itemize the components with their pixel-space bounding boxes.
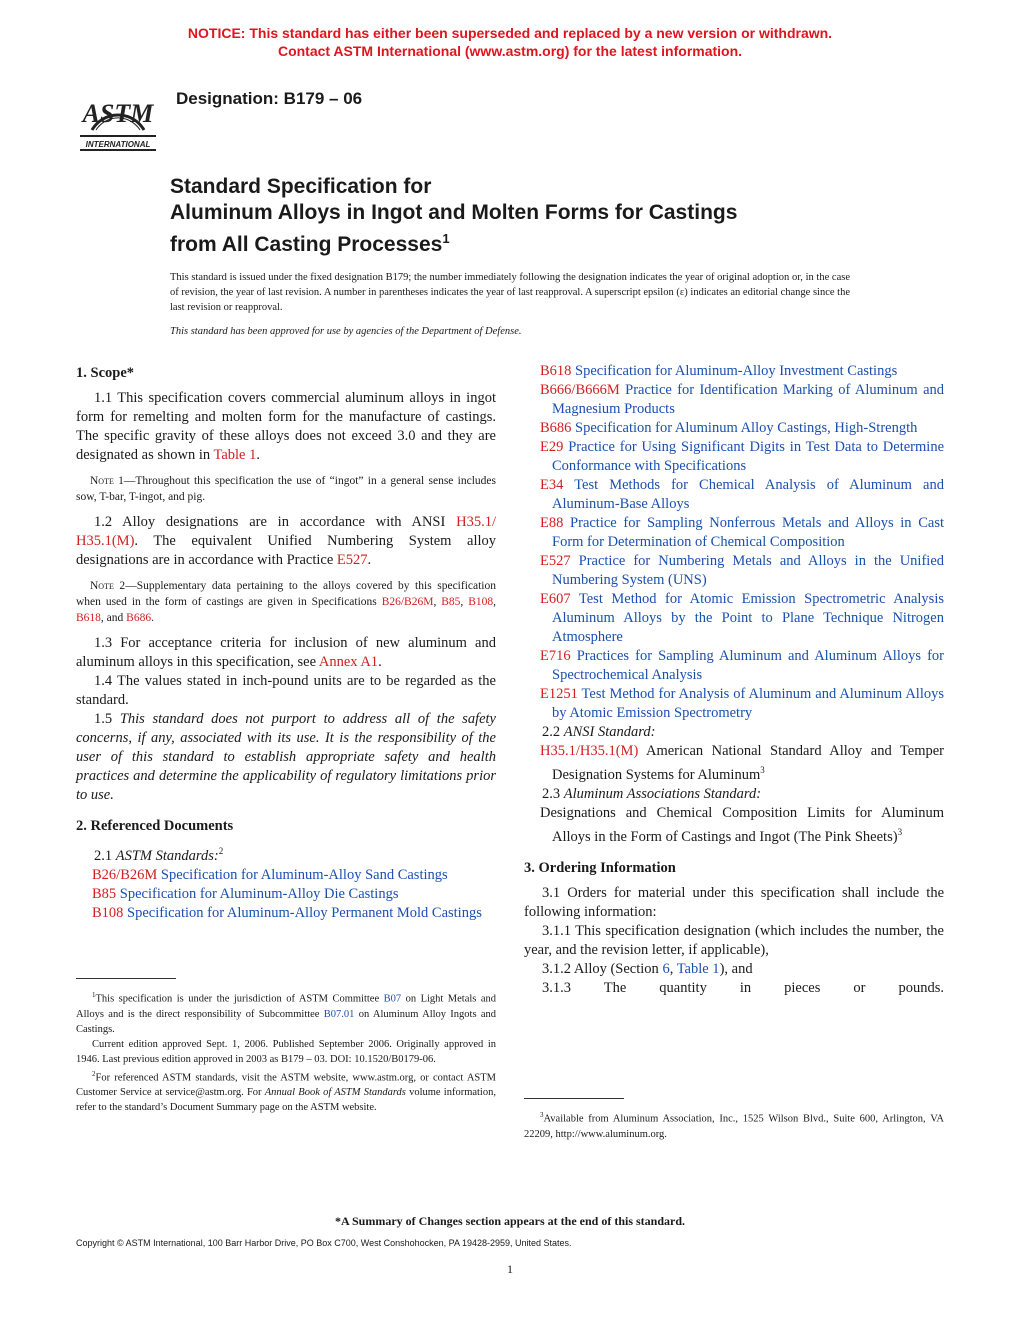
section-2-3: 2.3 Aluminum Associations Standard: xyxy=(542,785,762,802)
document-title xyxy=(170,174,930,258)
section-6-link[interactable]: 6 xyxy=(662,960,670,977)
notice-line-2: Contact ASTM International (www.astm.org) for the latest information. xyxy=(277,43,743,59)
section-3-1-2: 3.1.2 Alloy (Section 6, Table 1), and xyxy=(542,960,753,977)
title-line-2: Aluminum Alloys in Ingot and Molten Forms for Castings xyxy=(170,201,738,224)
e527-link[interactable]: E527 xyxy=(336,552,368,568)
b618-link[interactable]: B618 xyxy=(76,612,101,624)
title-line-1: Standard Specification for xyxy=(170,175,432,198)
annex-a1-link[interactable]: Annex A1 xyxy=(318,654,379,670)
footnotes-right xyxy=(524,1108,944,1142)
ordering-information-heading: 3. Ordering Information xyxy=(524,859,676,876)
b07-01-link[interactable]: B07.01 xyxy=(323,1008,355,1020)
ref-item[interactable]: E29 Practice for Using Significant Digits in Test Data to Determine Conformance with Specifications xyxy=(540,439,945,474)
section-3-1: 3.1 Orders for material under this specification shall include the following information: xyxy=(524,884,944,920)
left-column xyxy=(76,364,496,923)
dod-approval: This standard has been approved for use by agencies of the Department of Defense. xyxy=(170,326,522,337)
ref-item[interactable]: B26/B26M Specification for Aluminum-Alloy Sand Castings xyxy=(92,866,448,883)
b26-link[interactable]: B26/B26M xyxy=(381,596,434,608)
note-2: Note 2—Supplementary data pertaining to the alloys covered by this specification when used in the form of castings are given in Specifications B26/B26M, B85, B108, B618, and B686. xyxy=(76,580,497,624)
table-1-link-2[interactable]: Table 1 xyxy=(676,960,720,977)
section-3-1-3: 3.1.3 The quantity in pieces or pounds. xyxy=(542,979,944,996)
section-1-4: 1.4 The values stated in inch-pound units are to be regarded as the standard. xyxy=(76,673,496,708)
ref-item[interactable]: E527 Practice for Numbering Metals and Alloys in the Unified Numbering System (UNS) xyxy=(540,553,945,588)
ref-item[interactable]: E716 Practices for Sampling Aluminum and Aluminum Alloys for Spectrochemical Analysis xyxy=(540,648,945,683)
section-1-5: 1.5 This standard does not purport to address all of the safety concerns, if any, associated with its use. It is the responsibility of the user of this standard to establish appropriate safety and health practices and determine the applicability of regulatory limitations prior to use. xyxy=(76,711,496,803)
b108-link[interactable]: B108 xyxy=(468,596,494,608)
b07-link[interactable]: B07 xyxy=(383,993,402,1005)
table-1-link[interactable]: Table 1 xyxy=(213,447,257,463)
section-1-2: 1.2 Alloy designations are in accordance with ANSI H35.1/ H35.1(M). The equivalent Unified Numbering System alloy designations are in accordance with Practice E527. xyxy=(76,514,496,568)
ref-item[interactable]: B108 Specification for Aluminum-Alloy Permanent Mold Castings xyxy=(92,904,482,921)
footnote-2: $^2$For referenced ASTM standards, visit the ASTM website, www.astm.org, or contact ASTM Customer Service at service@astm.org. For Annual Book of ASTM Standards volume information, refer to the standard’s Document Summary page on the ASTM website. xyxy=(76,1069,496,1113)
section-3-1-1: 3.1.1 This specification designation (which includes the number, the year, and the revision letter, if applicable), xyxy=(524,922,944,958)
ref-item[interactable]: B686 Specification for Aluminum Alloy Castings, High-Strength xyxy=(540,420,918,436)
ref-item[interactable]: B85 Specification for Aluminum-Alloy Die Castings xyxy=(92,885,399,902)
designation: Designation: B179 – 06 xyxy=(176,89,363,108)
ref-item[interactable]: E607 Test Method for Atomic Emission Spectrometric Analysis Aluminum Alloys by the Point to Plane Technique Nitrogen Atmosphere xyxy=(540,591,944,645)
section-2-2: 2.2 ANSI Standard: xyxy=(542,724,656,740)
page-number: 1 xyxy=(507,1262,513,1276)
summary-of-changes-note: *A Summary of Changes section appears at the end of this standard. xyxy=(334,1214,686,1228)
notice-line-1: NOTICE: This standard has either been superseded and replaced by a new version or withdrawn. xyxy=(187,25,833,41)
ref-item[interactable]: E34 Test Methods for Chemical Analysis of Aluminum and Aluminum-Base Alloys xyxy=(540,477,944,512)
astm-logo xyxy=(70,78,166,158)
issuance-statement: This standard is issued under the fixed designation B179; the number immediately following the designation indicates the year of original adoption or, in the case of revision, the year of last revision. A number in parentheses indicates the year of last reapproval. A superscript epsilon (ε) indicates an editorial change since the last revision or reapproval. xyxy=(170,272,850,313)
note-1: Note 1—Throughout this specification the use of “ingot” in a general sense includes sow, T-bar, T-ingot, and pig. xyxy=(76,475,496,503)
aa-ref-item: Designations and Chemical Composition Limits for Aluminum Alloys in the Form of Castings and Ingot (The Pink Sheets)$^3$ xyxy=(540,804,944,845)
title-footnote-mark: 1 xyxy=(442,231,450,246)
ref-item[interactable]: B618 Specification for Aluminum-Alloy Investment Castings xyxy=(540,363,898,379)
ref-item[interactable]: E88 Practice for Sampling Nonferrous Metals and Alloys in Cast Form for Determination of Chemical Composition xyxy=(540,515,945,550)
copyright: Copyright © ASTM International, 100 Barr Harbor Drive, PO Box C700, West Conshohocken, PA 19428-2959, United States. xyxy=(76,1238,572,1248)
ansi-ref-item[interactable]: H35.1/H35.1(M) American National Standard Alloy and Temper Designation Systems for Aluminum$^3$ xyxy=(540,743,944,783)
h35-link[interactable]: H35.1/ H35.1(M) xyxy=(76,514,496,549)
referenced-documents-heading: 2. Referenced Documents xyxy=(76,818,234,834)
scope-heading: 1. Scope* xyxy=(76,365,134,381)
footnote-rule-left xyxy=(76,978,176,979)
title-line-3: from All Casting Processes$^1$ xyxy=(170,231,450,256)
logo-text: ASTM xyxy=(82,99,154,128)
astm-logo-icon xyxy=(70,78,166,158)
section-1-3: 1.3 For acceptance criteria for inclusion of new aluminum and aluminum alloys in this specification, see Annex A1. xyxy=(76,635,496,670)
footnote-rule-right xyxy=(524,1098,624,1099)
footnote-3: $^3$Available from Aluminum Association, Inc., 1525 Wilson Blvd., Suite 600, Arlington, VA 22209, http://www.aluminum.org. xyxy=(524,1111,944,1140)
section-1-1: 1.1 This specification covers commercial aluminum alloys in ingot form for remelting and molten form for the manufacture of castings. The specific gravity of these alloys does not exceed 3.0 and they are designated as shown in Table 1. xyxy=(76,390,496,463)
logo-subtext: INTERNATIONAL xyxy=(85,140,151,149)
ref-item[interactable]: E1251 Test Method for Analysis of Aluminum and Aluminum Alloys by Atomic Emission Spectrometry xyxy=(540,686,944,721)
b85-link[interactable]: B85 xyxy=(441,596,461,608)
footnote-1: $^1$This specification is under the jurisdiction of ASTM Committee B07 on Light Metals and Alloys and is the direct responsibility of Subcommittee B07.01 on Aluminum Alloy Ingots and Castings. xyxy=(76,991,497,1035)
withdrawn-notice xyxy=(0,24,1020,60)
section-2-1: 2.1 ASTM Standards:$^2$ xyxy=(94,846,224,864)
ref-item[interactable]: B666/B666M Practice for Identification Marking of Aluminum and Magnesium Products xyxy=(540,382,945,417)
footnotes-left xyxy=(76,988,496,1115)
b686-link[interactable]: B686 xyxy=(126,612,152,624)
right-column xyxy=(524,362,944,998)
footnote-1-edition: Current edition approved Sept. 1, 2006. Published September 2006. Originally approved in 1946. Last previous edition approved in 2003 as B179 – 03. DOI: 10.1520/B0179-06. xyxy=(76,1038,496,1065)
